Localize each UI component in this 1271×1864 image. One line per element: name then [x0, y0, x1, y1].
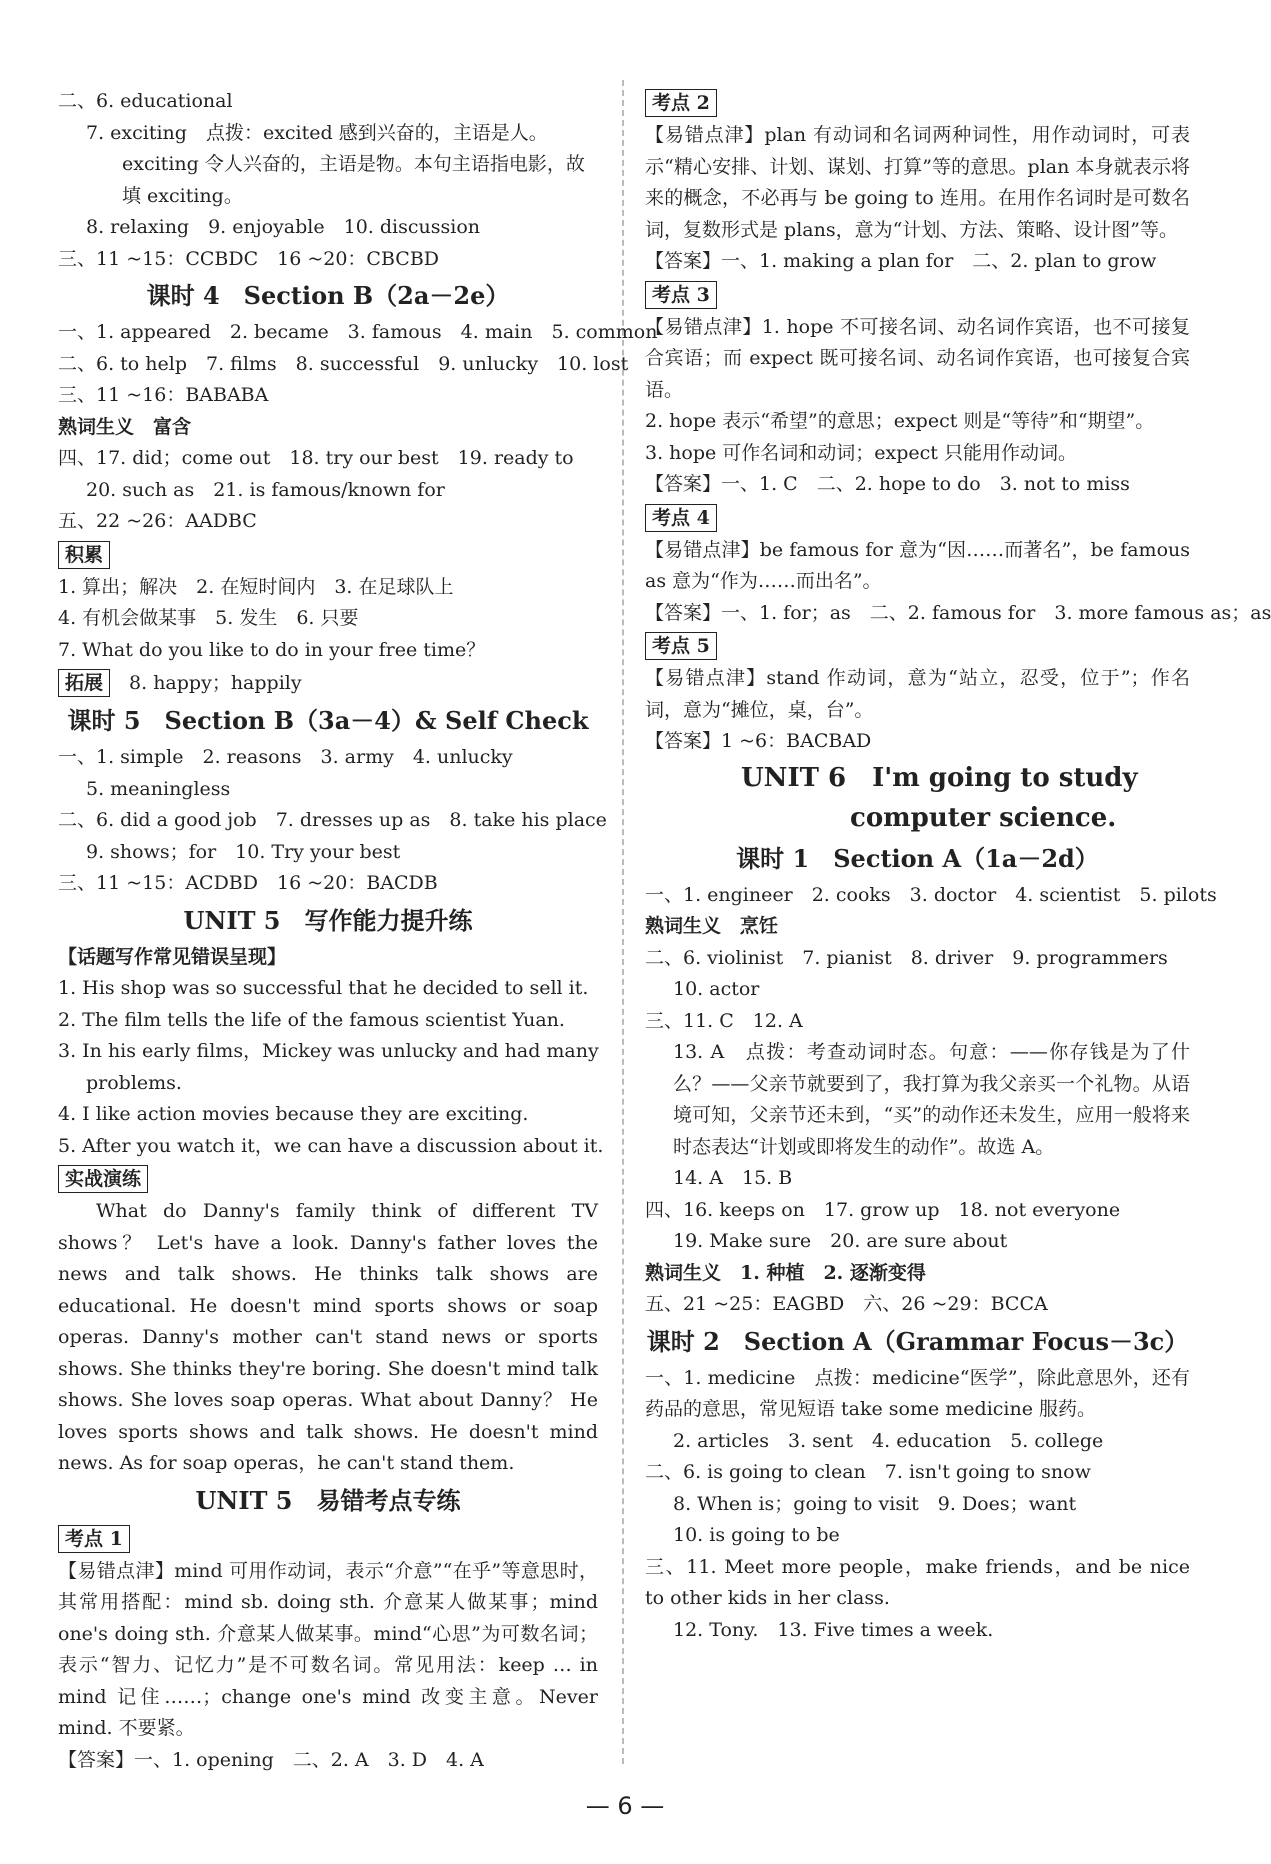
explanation-line: 3. hope 可作名词和动词；expect 只能用作动词。: [645, 441, 1077, 464]
explanation-text: 【易错点津】1. hope 不可接名词、动名词作宾语，也不可接复合宾语；而 expect 既可接名词、动名词作宾语，也可接复合宾语。: [645, 315, 1190, 401]
answer-line: 二、6. educational: [58, 90, 233, 112]
label-box: 考点 5: [645, 632, 717, 660]
explanation-text: 【易错点津】stand 作动词，意为“站立，忍受，位于”；作名词，意为“摊位，桌，台”。: [645, 667, 1190, 721]
answer-line: 三、11. C 12. A: [645, 1009, 803, 1032]
answer-line: 1. 算出；解决 2. 在短时间内 3. 在足球队上: [58, 575, 454, 598]
answer-line: 14. A 15. B: [673, 1167, 793, 1189]
label-box: 考点 1: [58, 1525, 130, 1553]
answer-line: 【答案】一、1. C 二、2. hope to do 3. not to miss: [645, 473, 1130, 495]
explanation-text: 【易错点津】mind 可用作动词，表示“介意”“在乎”等意思时，其常用搭配：mind sb. doing sth. 介意某人做某事；mind one's doing sth. 介意某人做某事。mind“心思”为可数名词；表示“智力、记忆力”是不可数名词。常见用法：keep … in mind 记住……；change one's mind 改变主意。Never mind. 不要紧。: [58, 1559, 598, 1739]
answer-line: 8. happy；happily: [129, 672, 302, 694]
answer-line: 12. Tony. 13. Five times a week.: [673, 1618, 994, 1641]
answer-line: 一、1. appeared 2. became 3. famous 4. main 5. common: [58, 321, 658, 343]
unit-title: computer science.: [850, 802, 1117, 833]
answer-line: 三、11. Meet more people，make friends，and be nice to other kids in her class.: [645, 1555, 1190, 1609]
answer-line: 二、6. to help 7. films 8. successful 9. unlucky 10. lost: [58, 352, 629, 375]
answer-line: 9. shows；for 10. Try your best: [86, 840, 401, 863]
right-column: [645, 86, 1271, 1646]
answer-line: problems.: [86, 1071, 182, 1094]
answer-line: 3. In his early films，Mickey was unlucky and had many: [58, 1040, 599, 1062]
explanation-text: 【易错点津】be famous for 意为“因……而著名”，be famous as 意为“作为……而出名”。: [645, 538, 1190, 592]
label-box: 拓展: [58, 669, 110, 697]
answer-line: 7. What do you like to do in your free time？: [58, 638, 486, 661]
section-heading: 课时 4 Section B（2a－2e）: [146, 281, 510, 310]
section-heading: UNIT 5 易错考点专练: [195, 1485, 461, 1515]
answer-line: 2. The film tells the life of the famous scientist Yuan.: [58, 1008, 565, 1031]
left-column: [58, 86, 658, 1776]
section-heading: 课时 2 Section A（Grammar Focus－3c）: [646, 1326, 1189, 1356]
answer-line: 填 exciting。: [122, 184, 243, 207]
answer-line: 【答案】一、1. making a plan for 二、2. plan to grow: [645, 250, 1157, 272]
label-box: 实战演练: [58, 1165, 148, 1193]
answer-line: 10. actor: [673, 978, 760, 1000]
answer-line: 20. such as 21. is famous/known for: [86, 478, 445, 501]
answer-line: 7. exciting 点拨：excited 感到兴奋的，主语是人。: [86, 121, 548, 144]
answer-line: 10. is going to be: [673, 1524, 840, 1546]
section-heading: 课时 1 Section A（1a－2d）: [736, 843, 1099, 873]
answer-line: 三、11 ~15：CCBDC 16 ~20：CBCBD: [58, 247, 440, 270]
answer-line: 8. When is；going to visit 9. Does；want: [673, 1492, 1077, 1515]
label-box: 考点 3: [645, 281, 717, 309]
answer-line: 5. meaningless: [86, 777, 231, 800]
page-number: — 6 —: [585, 1792, 665, 1820]
answer-line: 二、6. violinist 7. pianist 8. driver 9. programmers: [645, 946, 1168, 969]
explanation-line: 2. hope 表示“希望”的意思；expect 则是“等待”和“期望”。: [645, 410, 1155, 432]
answer-line: 5. After you watch it，we can have a discussion about it.: [58, 1134, 604, 1157]
answer-line: 【答案】1 ~6：BACBAD: [645, 730, 872, 752]
answer-line: 熟词生义 富含: [58, 415, 192, 438]
answer-line: 【答案】一、1. for；as 二、2. famous for 3. more famous as；as: [645, 601, 1271, 624]
label-box: 考点 4: [645, 504, 717, 532]
answer-line: 【答案】一、1. opening 二、2. A 3. D 4. A: [58, 1748, 484, 1771]
answer-line: 熟词生义 烹饪: [645, 915, 779, 937]
answer-line: 五、22 ~26：AADBC: [58, 510, 257, 532]
answer-line: 4. 有机会做某事 5. 发生 6. 只要: [58, 607, 359, 629]
answer-line: 四、17. did；come out 18. try our best 19. ready to: [58, 447, 574, 469]
label-box: 积累: [58, 541, 110, 569]
answer-line: 一、1. simple 2. reasons 3. army 4. unlucky: [58, 746, 513, 768]
answer-line: 1. His shop was so successful that he decided to sell it.: [58, 977, 589, 999]
answer-line: 8. relaxing 9. enjoyable 10. discussion: [86, 216, 480, 238]
section-heading: 课时 5 Section B（3a－4）& Self Check: [67, 706, 589, 735]
section-heading: UNIT 5 写作能力提升练: [183, 905, 473, 935]
explanation-text: 一、1. medicine 点拨：medicine“医学”，除此意思外，还有药品的意思，常见短语 take some medicine 服药。: [645, 1366, 1190, 1420]
answer-line: 熟词生义 1. 种植 2. 逐渐变得: [645, 1261, 926, 1284]
unit-title: UNIT 6 I'm going to study: [741, 762, 1138, 793]
answer-line: 三、11 ~15：ACDBD 16 ~20：BACDB: [58, 872, 438, 894]
label-box: 考点 2: [645, 89, 717, 117]
answer-line: 19. Make sure 20. are sure about: [673, 1230, 1008, 1252]
answer-line: 四、16. keeps on 17. grow up 18. not everyone: [645, 1198, 1121, 1221]
explanation-text: 【易错点津】plan 有动词和名词两种词性，用作动词时，可表示“精心安排、计划、谋划、打算”等的意思。plan 本身就表示将来的概念，不必再与 be going to 连用。在用作名词时是可数名词，复数形式是 plans，意为“计划、方法、策略、设计图”等。: [645, 124, 1190, 241]
answer-line: 二、6. is going to clean 7. isn't going to snow: [645, 1461, 1091, 1483]
answer-line: 一、1. engineer 2. cooks 3. doctor 4. scientist 5. pilots: [645, 883, 1217, 906]
answer-line: 4. I like action movies because they are exciting.: [58, 1103, 529, 1125]
answer-line: 2. articles 3. sent 4. education 5. college: [673, 1429, 1104, 1452]
answer-line: 三、11 ~16：BABABA: [58, 384, 269, 406]
explanation-text: 13. A 点拨：考查动词时态。句意：——你存钱是为了什么？——父亲节就要到了，我打算为我父亲买一个礼物。从语境可知，父亲节还未到，“买”的动作还未发生，应用一般将来时态表达“计划或即将发生的动作”。故选 A。: [673, 1041, 1190, 1158]
answer-line: 二、6. did a good job 7. dresses up as 8. take his place: [58, 809, 607, 831]
answer-line: 【话题写作常见错误呈现】: [58, 945, 287, 968]
answer-line: exciting 令人兴奋的，主语是物。本句主语指电影，故: [122, 153, 585, 175]
essay-paragraph: What do Danny's family think of different TV shows？ Let's have a look. Danny's father loves the news and talk shows. He thinks talk shows are educational. He doesn't mind sports shows or soap operas. Danny's mother can't stand news or sports shows. She thinks they're boring. She doesn't mind talk shows. She loves soap operas. What about Danny？ He loves sports shows and talk shows. He doesn't mind news. As for soap operas，he can't stand them.: [58, 1200, 598, 1474]
answer-line: 五、21 ~25：EAGBD 六、26 ~29：BCCA: [645, 1293, 1048, 1315]
